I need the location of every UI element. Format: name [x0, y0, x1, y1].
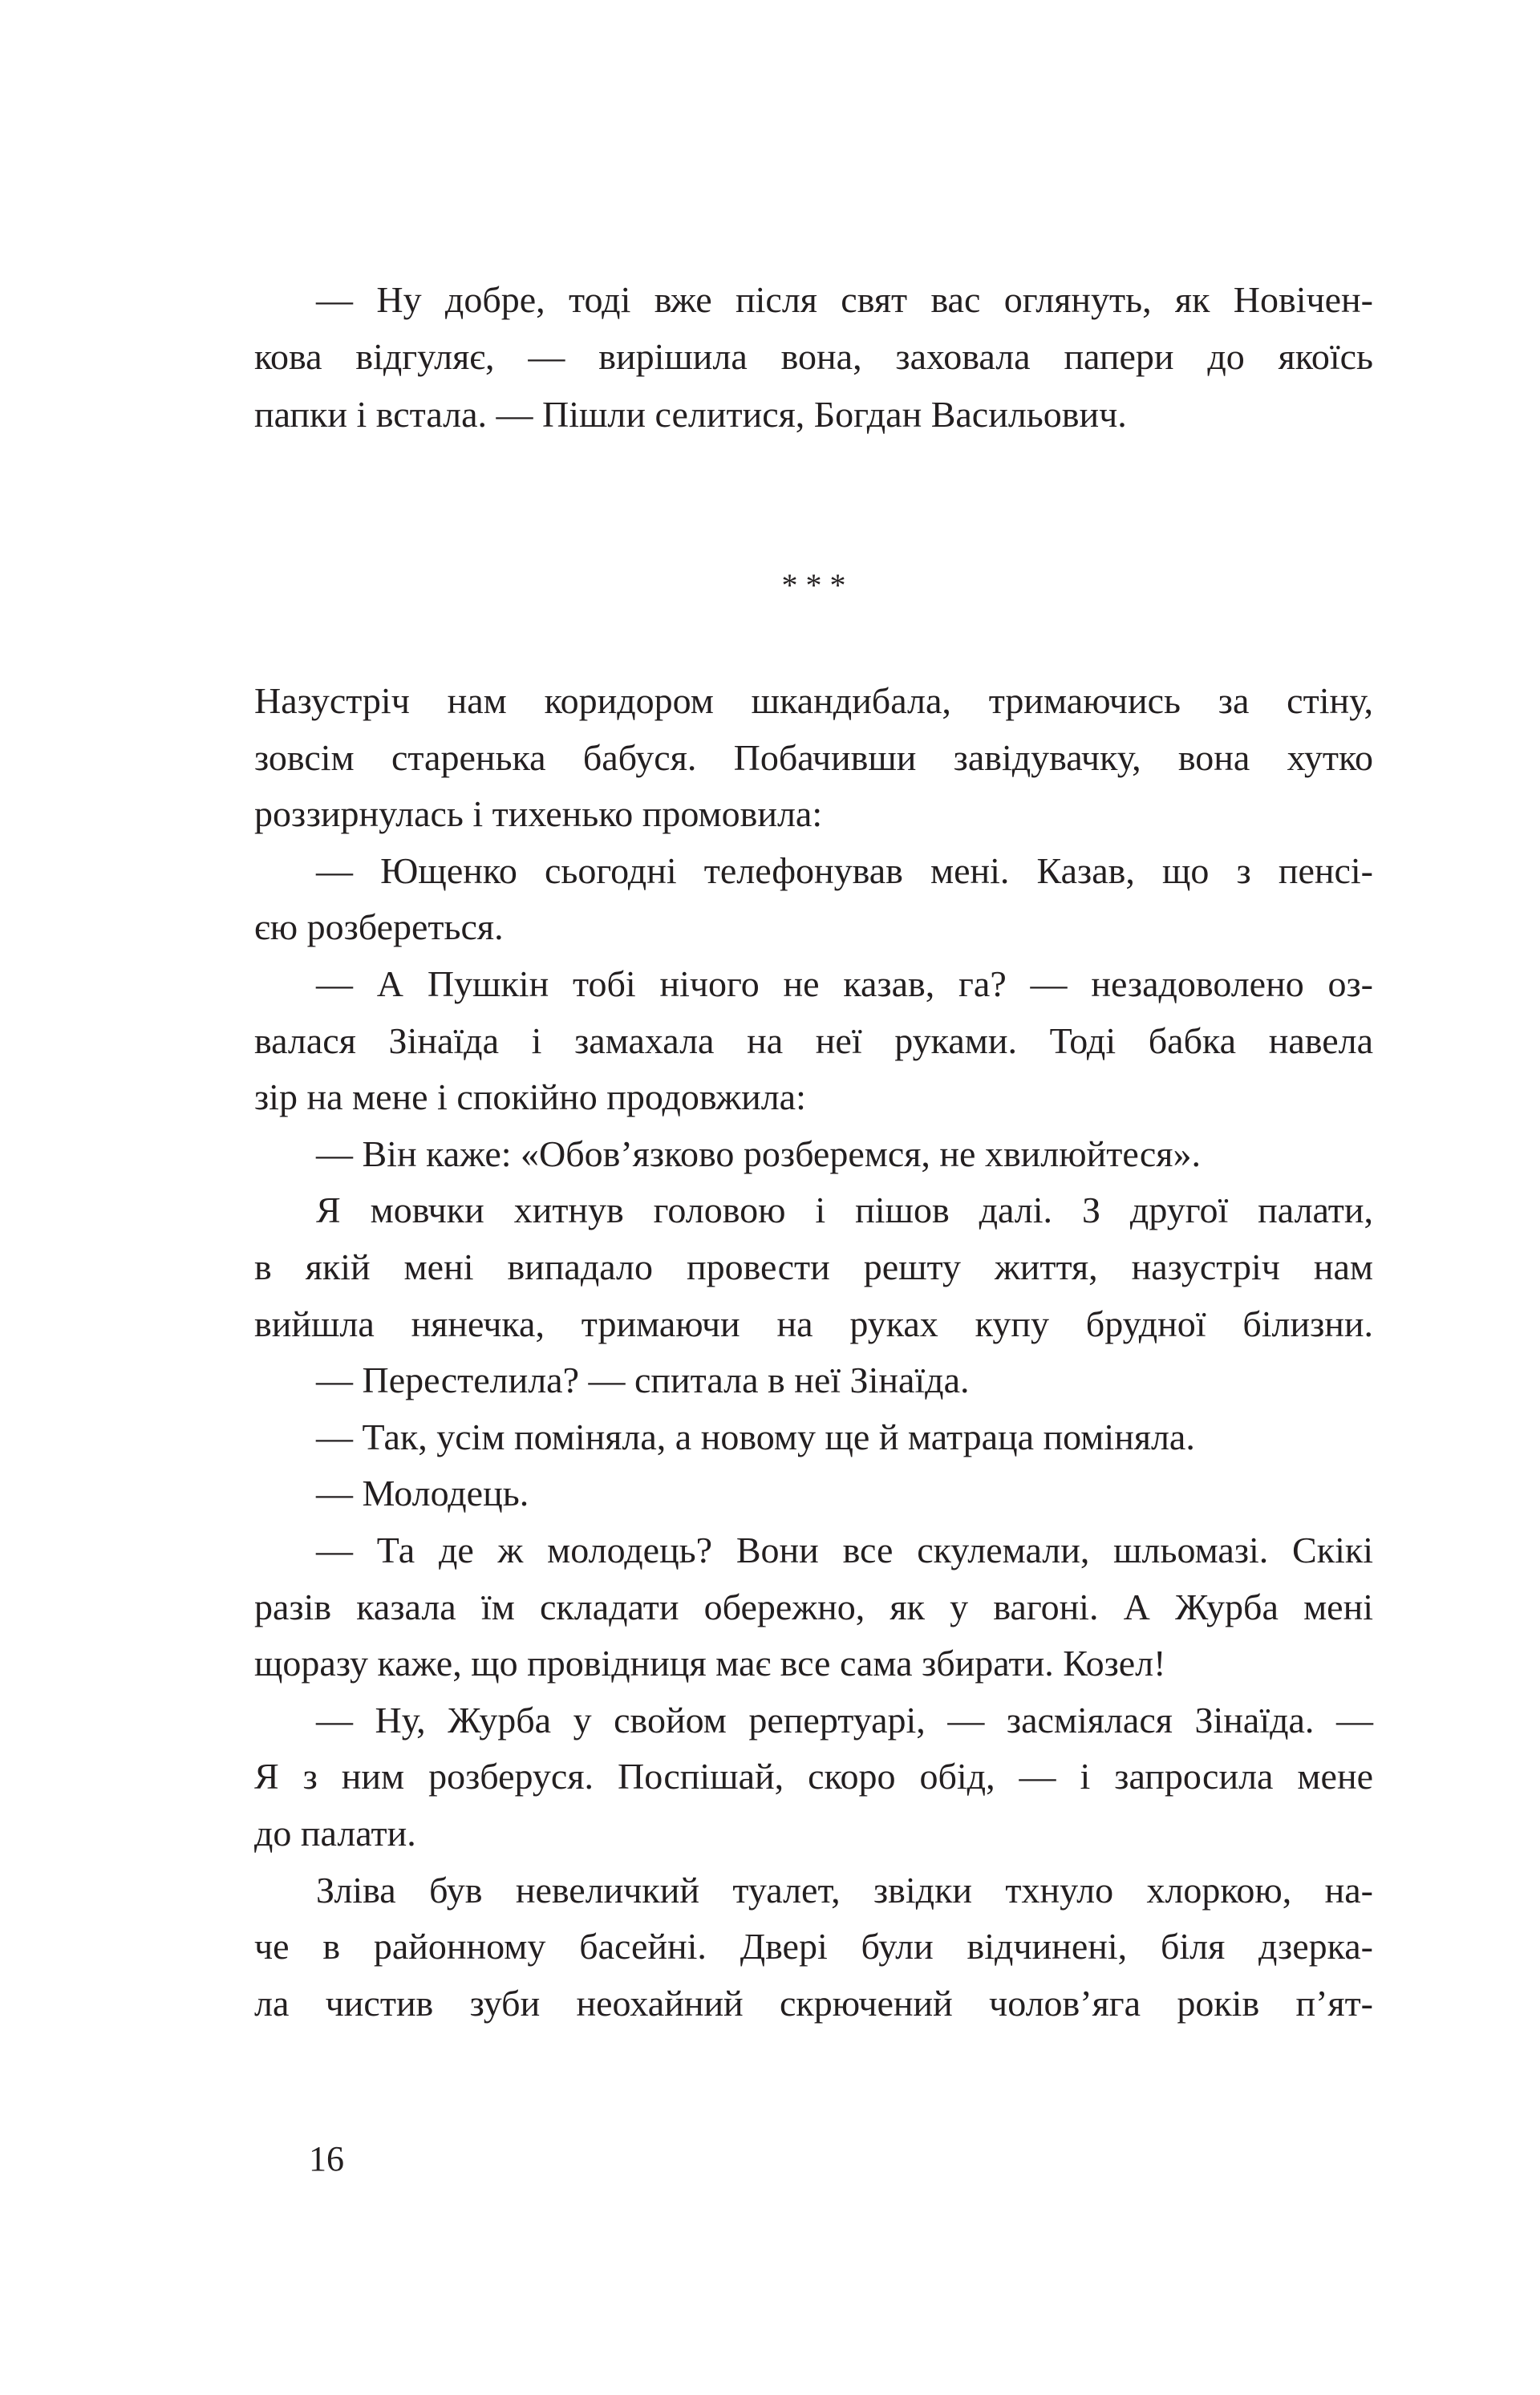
text-line: разів казала їм складати обережно, як у вагоні. А Журба мені	[254, 1587, 1373, 1627]
text-line: в якій мені випадало провести решту життя, назустріч нам	[254, 1246, 1373, 1287]
text-line: Я мовчки хитнув головою і пішов далі. З другої палати,	[316, 1189, 1373, 1230]
text-line: зір на мене і спокійно продовжила:	[254, 1076, 806, 1117]
text-line: єю розбереться.	[254, 906, 504, 947]
text-line: до палати.	[254, 1813, 416, 1854]
text-line: — Так, усім поміняла, а новому ще й матраца поміняла.	[316, 1416, 1195, 1457]
text-line: роззирнулась і тихенько промовила:	[254, 793, 823, 834]
text-line: — Ну, Журба у свойом репертуарі, — засміялася Зінаїда. —	[316, 1700, 1373, 1741]
text-line: че в районному басейні. Двері були відчинені, біля дзерка-	[254, 1926, 1373, 1967]
text-line: — Ну добре, тоді вже після свят вас оглянуть, як Новічен-	[316, 279, 1373, 320]
text-line: вийшла нянечка, тримаючи на руках купу брудної білизни.	[254, 1303, 1373, 1344]
text-line: Назустріч нам коридором шкандибала, тримаючись за стіну,	[254, 680, 1373, 721]
text-line: ла чистив зуби неохайний скрючений чолов’яга років п’ят-	[254, 1983, 1373, 2024]
text-line: Зліва був невеличкий туалет, звідки тхнуло хлоркою, на-	[316, 1870, 1373, 1911]
text-line: — А Пушкін тобі нічого не казав, га? — незадоволено оз-	[316, 963, 1373, 1004]
text-line: — Та де ж молодець? Вони все скулемали, шльомазі. Скікі	[316, 1530, 1373, 1570]
text-line: — Перестелила? — спитала в неї Зінаїда.	[316, 1360, 970, 1400]
text-line: папки і встала. — Пішли селитися, Богдан Васильович.	[254, 394, 1127, 435]
text-line: щоразу каже, що провідниця має все сама збирати. Козел!	[254, 1643, 1166, 1684]
text-line: Я з ним розберуся. Поспішай, скоро обід, — і запросила мене	[254, 1756, 1373, 1797]
page-number: 16	[309, 2139, 344, 2178]
text-line: кова відгуляє, — вирішила вона, заховала папери до якоїсь	[254, 336, 1373, 377]
text-line: — Ющенко сьогодні телефонував мені. Казав, що з пенсі-	[316, 850, 1373, 891]
text-line: зовсім старенька бабуся. Побачивши завідувачку, вона хутко	[254, 737, 1373, 778]
text-line: — Молодець.	[316, 1473, 529, 1514]
section-separator: * * *	[781, 567, 846, 603]
text-line: валася Зінаїда і замахала на неї руками. Тоді бабка навела	[254, 1020, 1373, 1061]
text-line: — Він каже: «Обов’язково розберемся, не хвилюйтеся».	[316, 1133, 1201, 1174]
